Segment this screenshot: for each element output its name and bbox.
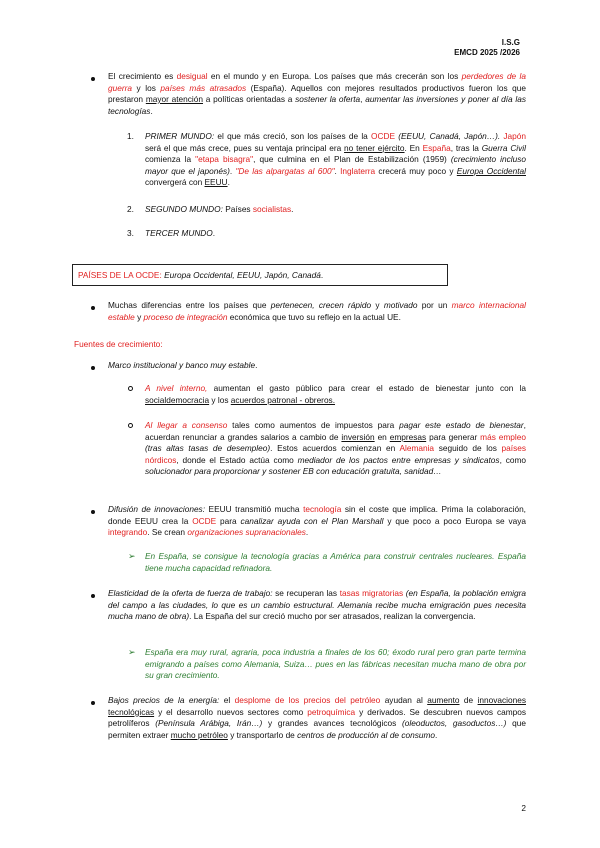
sub-bullet-circle [128, 423, 133, 428]
sub-item-consensus: Al llegar a consenso tales como aumentos de impuestos para pagar este estado de bienestar, acuerdan renunciar a grandes salarios a cambio de inversión en empresas para generar más empleo (tras altas tasas de desempleo). Estos acuerdos comienzan en Alemania seguido de los países nórdicos, donde el Estado actúa como mediador de los pactos entre empresas y sindicatos, como solucionador para proporcionar y sostener EB con educación gratuita, sanidad… [145, 420, 526, 476]
list-number-1: 1. [127, 131, 134, 141]
paragraph-innovation-diffusion: Difusión de innovaciones: EEUU transmitió mucha tecnología sin el coste que implica. Prima la colaboración, donde EEUU crea la OCDE para canalizar ayuda con el Plan Marshall y que poco a poco Europa se vaya integrando. Se crean organizaciones supranacionales. [108, 504, 526, 537]
paragraph-differences: Muchas diferencias entre los países que pertenecen, crecen rápido y motivado por un marco internacional estable y proceso de integración económica que tuvo su reflejo en la actual UE. [108, 300, 526, 322]
paragraph-institutional-framework: Marco institucional y banco muy estable. [108, 360, 258, 370]
list-number-2: 2. [127, 204, 134, 214]
paragraph-growth-inequality: El crecimiento es desigual en el mundo y en Europa. Los países que más crecerán son los perdedores de la guerra y los países más atrasados (España). Aquellos con mejores resultados productivos fueron los que prestaron mayor atención a políticas orientadas a sostener la oferta, aumentar las inversiones y poner al día las tecnologías. [108, 71, 527, 116]
page-header [454, 38, 520, 58]
paragraph-energy-prices: Bajos precios de la energía: el desplome de los precios del petróleo ayudan al aumento de innovaciones tecnológicas y el desarrollo nuevos sectores como petroquímica y derivados. Se descubren nuevos campos petrolíferos (Península Arábiga, Irán…) y grandes avances tecnológicos (oleoductos, gasoductos…) que permiten extraer mucho petróleo y transportarlo de centros de producción al de consumo. [108, 695, 526, 740]
list-number-3: 3. [127, 228, 134, 238]
bullet-dot [91, 306, 95, 310]
arrow-bullet-icon: ➢ [128, 551, 136, 561]
note-spain-rural-exodus: España era muy rural, agraria, poca industria a finales de los 60; éxodo rural pero gran parte termina emigrando a países como Alemania, Suiza… pues en las fábricas necesitan mucha mano de obra por su gran crecimiento. [145, 647, 526, 680]
header-course: EMCD 2025 /2026 [454, 48, 520, 57]
note-spain-technology: En España, se consigue la tecnología gracias a América para construir centrales nucleares. España tiene mucha capacidad refinadora. [145, 551, 526, 573]
bullet-dot [91, 701, 95, 705]
section-title-growth-sources: Fuentes de crecimiento: [74, 339, 163, 349]
bullet-dot [91, 77, 95, 81]
page-number: 2 [521, 803, 526, 813]
arrow-bullet-icon: ➢ [128, 647, 136, 657]
bullet-dot [91, 366, 95, 370]
list-item-first-world: PRIMER MUNDO: el que más creció, son los países de la OCDE (EEUU, Canadá, Japón…). Japón será el que más crece, pues su ventaja principal era no tener ejército. En España, tras la Guerra Civil comienza la "etapa bisagra", que culmina en el Plan de Estabilización (1959) (crecimiento incluso mayor que el japonés). "De las alpargatas al 600". Inglaterra crecerá muy poco y Europa Occidental convergerá con EEUU. [145, 131, 527, 187]
list-item-second-world: SEGUNDO MUNDO: Países socialistas. [145, 204, 294, 214]
sub-bullet-circle [128, 386, 133, 391]
bullet-dot [91, 594, 95, 598]
bullet-dot [91, 510, 95, 514]
header-author: I.S.G [501, 38, 520, 47]
paragraph-labor-elasticity: Elasticidad de la oferta de fuerza de trabajo: se recuperan las tasas migratorias (en España, la población emigra del campo a las ciudades, lo que es un cambio estructural. Alemania recibe mucha emigración pues necesita mucha mano de obra). La España del sur creció mucho por ser atrasados, realizan la convergencia. [108, 588, 527, 621]
sub-item-internal-level: A nivel interno, aumentan el gasto público para crear el estado de bienestar junto con la socialdemocracia y los acuerdos patronal - obreros. [145, 383, 527, 405]
list-item-third-world: TERCER MUNDO. [145, 228, 216, 238]
ocde-countries-text: PAÍSES DE LA OCDE: Europa Occidental, EEUU, Japón, Canadá. [78, 270, 324, 280]
